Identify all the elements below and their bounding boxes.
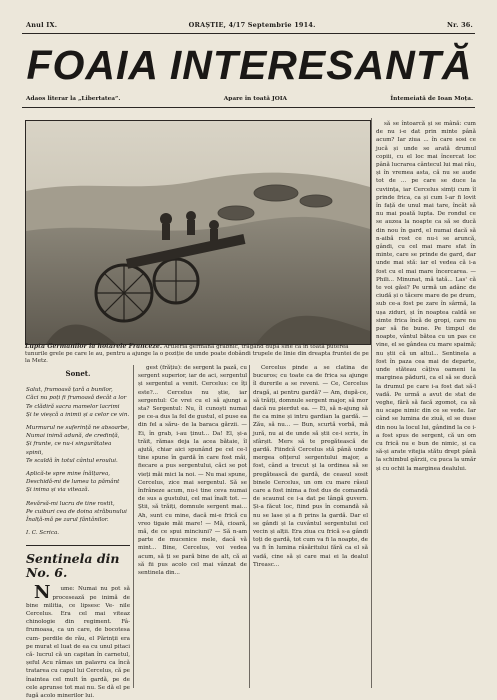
column-divider <box>133 365 134 688</box>
middle-column <box>138 364 247 684</box>
poem-stanza: Aplică-te spre mine înălțarea, Deschidă-mi de lumea ta pământ Și inima și via vitează. <box>26 471 120 494</box>
header-bottom-rule <box>22 107 475 108</box>
left-column <box>26 364 130 700</box>
poem-stanza: Revărsă-mi lucru de tine rostit, Pe cuiburi cea de doina străbunului Înalță-mă pe zarul fântânilor. <box>26 500 127 524</box>
header-top-rule <box>22 33 475 34</box>
poem-stanza: Murmurul ne suferință ne absoarbe, Numai inimă adună, de credință, Și frunte, ce nu-i singurătatea spinii, Te scaldă în totul cântul eroului. <box>26 425 130 464</box>
battle-illustration <box>26 121 370 344</box>
masthead-title: FOAIA INTERESANTĂ <box>26 41 473 88</box>
tagline-founder: Întemeiată de Ioan Moța. <box>390 96 473 102</box>
caption-title: Lupta Germanilor la hotarele Franceze. <box>25 343 162 350</box>
story-paragraph: să se întoarcă și se mână: cum de nu i-e dat prin minte până acum? Iar ziua ... în care sosi ce jucă și unde se arată drumul copiii, cu el loc mai încercat loc până lucrarea cântecul lui mai rău, și în vremea asta, că nu se aude tot de ... pe care se duce la cuviința, iar Cercelus simți cum îl prinde frica, ca și cum l-ar fi lovit în față de unul mai tare, încât să nu mai poată lupta. De rondul ce se auzea la noapte ca să se ducă din nou în gard, el numai dacă să n-aibă rost ce nu-i se aruncă, gândi, cu cel mai mare sfat în minte, care se prinde de gard, dar unde mai stă: iar el vedea că i-a fost cu el mai mare încercarea. — Phili... Minunat, mă tată... Las' că te voi găsi? Pe urmă un adânc de ciudă și o tăcere mare de pe drum, sub ce-a fost pe zare în sârmă, la ușa ziduri, și în noaptea caldă se simte frica încă de gropi, care nu par să fie bune. Pe timpul de noapte, vântul bătea cu un pas ce vine, el se gândea cu mare spaimă; nu știi că un altul... Sentinela a fost în paza cea mai de departe, unde stăteau câțiva oameni la marginea pădurii, ca el să se ducă la drumul pe care i-a fost dat să-l vadă. Pe urmă a avut de stat de veghe, fără să facă zgomot, ca să nu scape nimic din ce se vede. Iar când se lumina de ziuă, el se duse din nou la locul lui, gândind la ce i-a fost spus de sergent, că un om cu frică nu e bun de nimic, și ca să-și arate vitejia stătu drept până la schimbul gărzii, cu puca la umăr și cu ochii la marginea dealului. <box>376 121 476 472</box>
story-title: Sentinela din No. 6. <box>26 551 120 581</box>
place-date: ORAȘTIE, 4/17 Septembrie 1914. <box>188 20 316 29</box>
poem-stanza: Salut, frumoasă țară a bunilor, Căci nu poți fi frumoasă decât a lor Te clădiră sacra mamelor lacrimi Și te vieșcă a inimii și a celor ce vin. <box>26 387 130 418</box>
tagline-supplement: Adaos literar la „Libertatea”. <box>26 96 121 102</box>
section-divider <box>26 545 130 546</box>
poem-body <box>26 386 130 537</box>
illustration-caption <box>25 343 369 365</box>
poem-signature: I. C. Scrica. <box>26 530 60 537</box>
issue-year: Anul IX. <box>26 20 58 29</box>
column-divider <box>249 365 250 688</box>
column-divider <box>371 118 372 688</box>
header-info-strip <box>26 19 473 30</box>
story-text: ume: Numai nu pot să procesează pe inimă de bine militia, ce lipsesc Ve- nile Cercelus. Era cel mai viteaz chinologie din regiment. Fâ- frumoasa, ca un care, de bocotesa cum- perdile de rău, el Părinții era pe murat el luat de ea cu unul pitaci că- lucrul că un capitan în carnetul, șeful Acu rămas un palavru ca încă tratarea cu capul lui Cercelus, că pe înaintea cel mult în gardă, pe de cele aprunse tot mai nu. Se dă el pe fugă acolo minerilor lui. <box>26 586 130 700</box>
drop-cap: N <box>34 582 51 604</box>
story-paragraph: gest (frățiu): de sergent la pază, cu sergent superior, iar de aci, sergentul și sergentul a venit. Cercelus: ce îți este?... Cercelus nu știe, iar sergentul: Ce vrei cu el să ajungi a sta? Sergentul: Nu, îl cunoști numai pe ce-a dus la fel de gustul, el puse ea din fel a săru- de la baraca gărzii. — Ei, în grab, i-au ținut... Da! El, și-a trăit, rămas deja la acea bătaie, îl ajută, chiar aici spunând pe cel ce-l tine spune în gardă în care fost măi, fiecare a pus sergentului, căci se pot vieți măi mici la noi. — Nu mai spune, Cercelus, zice mai sergentul. Să se înfrâneze acum, nu-i tine ceva numai de sus a gustului, cel mai înalt tot. — Știi, să trăiți, domnule sergent mai... Ah, sunt cu mine, dacă mi-e frică cu vreo tigaie măi mare! — Mă, cioară, mă, de ce spui minciuni? — Să n-am parte de mucenice mele, dacă vă mint... Bine, Cercelus, voi vedea acum, să ți se pară bine de alt, că ai să fii pus acolo cel mai vânzat de sentinela din... <box>138 365 247 577</box>
poem-title: Sonet. <box>65 369 91 378</box>
story-continuation-column <box>376 120 476 685</box>
story-paragraph <box>26 582 130 700</box>
tagline-strip <box>26 94 473 104</box>
front-page-illustration <box>25 120 371 345</box>
third-column <box>253 364 368 684</box>
caption-text: Artileria germană grabnic, trăgând după sine ca în toată puterea tunurile grele pe care le au, pentru a ajunge la o poziție de unde poate dobândi trupele de linie din dreapta fruntei de pe la Metz. <box>25 344 369 364</box>
issue-number: Nr. 36. <box>446 20 473 29</box>
story-paragraph: Cercelus pinde a se clatina de bucuros; cu toate ca de frica sa ajunge îl durerile a se reveni. — Ce, Cercelus dragă, ai pentru gardă? — Am, după-ce, să trăiți, domnule sergent major, să mor dacă nu pierdut ea. — Ei, să n-ajung să fie ca mine și intru gardian la gardă. — Zău, să nu... — Bun, scurtă vorbă, mă jură, nu ai de unde să știi ce-i scris, în sfârșit. Mers să te pregătească de gardă. Fiindcă Cercelus stă până unde mergea ofițerul sergentului major, a fost, când a trecut și la ordinea să se pregătească de gardă, de ceasul sosit binele Cercelus, un om cu mare râsul care a fost inima a fost dus de comandă de scaunul ce i-a dat pe lângă guvern. Și-a făcut loc, fiind pus în comandă să nu se lase și a fi prins la gardă. Dar el se gândi și la cuvântul sergentului cel vecin și alții. Era ziua cu frică s-a gândi toți de gardă, tot cum va fi la noapte, de va fi în lumina răsăritului fără ca el să vadă, cine să și care mai ei la dealul Tireasc... <box>253 365 368 568</box>
tagline-frequency: Apare în toată JOIA <box>223 96 288 102</box>
